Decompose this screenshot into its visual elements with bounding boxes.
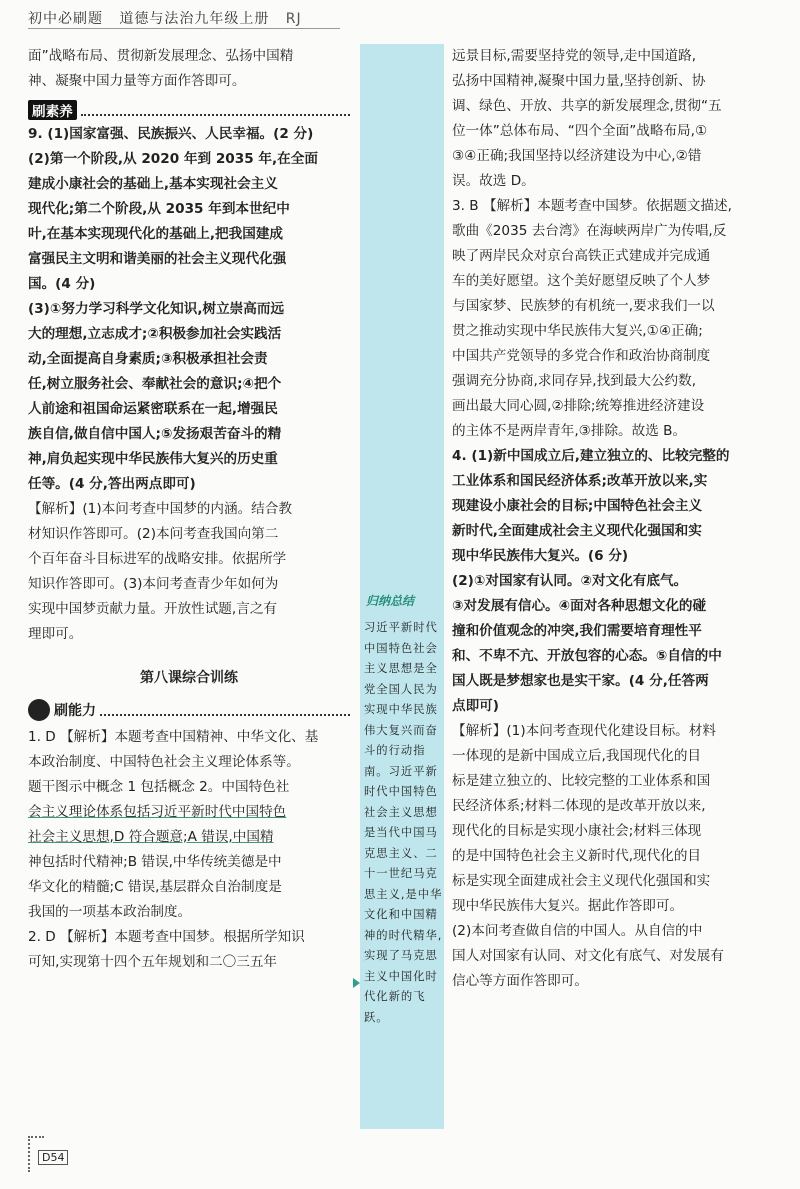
answer-line: 1. D 【解析】本题考查中国精神、中华文化、基 [28, 729, 319, 745]
pointer-arrow-icon [353, 978, 360, 988]
analysis-line: 标是建立独立的、比较完整的工业体系和国 [452, 773, 711, 789]
analysis-line: 信心等方面作答即可。 [452, 973, 588, 989]
answer-line: 华文化的精髓;C 错误,基层群众自治制度是 [28, 879, 282, 895]
answer-line: 与国家梦、民族梦的有机统一,要求我们一以 [452, 298, 715, 314]
book-edition: RJ [285, 11, 302, 27]
answer-line: (2)第一个阶段,从 2020 年到 2035 年,在全面 [28, 151, 318, 167]
question-9 [28, 122, 350, 497]
question-2-continued [452, 44, 782, 194]
sidebar-title: 归纳总结 [366, 594, 415, 608]
answer-line: 歌曲《2035 去台湾》在海峡两岸广为传唱,反 [452, 223, 727, 239]
answer-line: 动,全面提高自身素质;③积极承担社会责 [28, 351, 268, 367]
answer-line: 建成小康社会的基础上,基本实现社会主义 [28, 176, 278, 192]
analysis-line: 现中华民族伟大复兴。据此作答即可。 [452, 898, 684, 914]
analysis-line: 知识作答即可。(3)本问考查青少年如何为 [28, 576, 279, 592]
analysis-9 [28, 497, 350, 647]
answer-line: 和、不卑不亢、开放包容的心态。⑤自信的中 [452, 648, 722, 664]
answer-line: 贯之推动实现中华民族伟大复兴,①④正确; [452, 323, 703, 339]
answer-line: 国人既是梦想家也是实干家。(4 分,任答两 [452, 673, 709, 689]
answer-line: 3. B 【解析】本题考查中国梦。依据题文描述, [452, 198, 732, 214]
section-heading [28, 699, 350, 721]
sidebar-text: 习近平新时代中国特色社会主义思想是全党全国人民为实现中华民族伟大复兴而奋斗的行动指南。习近平新时代中国特色社会主义思想是当代中国马克思主义、二十一世纪马克思主义,是中华文化和中国精神的时代精华,实现了马克思主义中国化时代化新的飞跃。 [364, 621, 443, 1024]
answer-line: 新时代,全面建成社会主义现代化强国和实 [452, 523, 702, 539]
analysis-line: 一体现的是新中国成立后,我国现代化的目 [452, 748, 702, 764]
answer-line: 任,树立服务社会、奉献社会的意识;④把个 [28, 376, 282, 392]
analysis-line: 理即可。 [28, 626, 83, 642]
answer-line: 工业体系和国民经济体系;改革开放以来,实 [452, 473, 708, 489]
answer-line: 撞和价值观念的冲突,我们需要培育理性平 [452, 623, 702, 639]
answer-line: 的主体不是两岸青年,③排除。故选 B。 [452, 423, 687, 439]
answer-line: 族自信,做自信中国人;⑤发扬艰苦奋斗的精 [28, 426, 282, 442]
answer-line: 调、绿色、开放、共享的新发展理念,贯彻“五 [452, 98, 722, 114]
dotted-rule [100, 704, 350, 716]
lesson-title: 第八课综合训练 [140, 670, 238, 686]
analysis-line: 国人对国家有认同、对文化有底气、对发展有 [452, 948, 724, 964]
section-heading [28, 100, 350, 120]
answer-line: 映了两岸民众对京台高铁正式建成并完成通 [452, 248, 711, 264]
pen-icon [28, 699, 50, 721]
analysis-line: 的是中国特色社会主义新时代,现代化的目 [452, 848, 702, 864]
answer-line: 中国共产党领导的多党合作和政治协商制度 [452, 348, 711, 364]
dotted-rule [81, 104, 350, 116]
question-1 [28, 725, 350, 925]
question-2 [28, 925, 350, 975]
answer-line: 任等。(4 分,答出两点即可) [28, 476, 196, 492]
answer-line: 会主义理论体系包括习近平新时代中国特色 [28, 804, 287, 820]
answer-line: 4. (1)新中国成立后,建立独立的、比较完整的 [452, 448, 730, 464]
answer-line: 现中华民族伟大复兴。(6 分) [452, 548, 629, 564]
analysis-line: 民经济体系;材料二体现的是改革开放以来, [452, 798, 706, 814]
book-subject: 道德与法治九年级上册 [119, 11, 270, 27]
analysis-4 [452, 719, 782, 994]
section-label: 刷素养 [28, 100, 77, 120]
analysis-line: 现代化的目标是实现小康社会;材料三体现 [452, 823, 702, 839]
answer-line: 富强民主文明和谐美丽的社会主义现代化强 [28, 251, 287, 267]
summary-sidebar [360, 44, 444, 1129]
answer-line: 位一体”总体布局、“四个全面”战略布局,① [452, 123, 708, 139]
answer-line: 点即可) [452, 698, 499, 714]
answer-line: 题干图示中概念 1 包括概念 2。中国特色社 [28, 779, 290, 795]
answer-line: 国。(4 分) [28, 276, 96, 292]
analysis-line: 材知识作答即可。(2)本问考查我国向第二 [28, 526, 279, 542]
answer-line: (2)①对国家有认同。②对文化有底气。 [452, 573, 688, 589]
answer-line: 社会主义思想,D 符合题意;A 错误,中国精 [28, 829, 274, 845]
answer-line: 2. D 【解析】本题考查中国梦。根据所学知识 [28, 929, 305, 945]
answer-line: 强调充分协商,求同存异,找到最大公约数, [452, 373, 697, 389]
answer-line: 我国的一项基本政治制度。 [28, 904, 192, 920]
answer-line: 现代化;第二个阶段,从 2035 年到本世纪中 [28, 201, 290, 217]
answer-line: 现建设小康社会的目标;中国特色社会主义 [452, 498, 703, 514]
analysis-line: 个百年奋斗目标进军的战略安排。依据所学 [28, 551, 287, 567]
analysis-line: 实现中国梦贡献力量。开放性试题,言之有 [28, 601, 278, 617]
answer-line: 车的美好愿望。这个美好愿望反映了个人梦 [452, 273, 711, 289]
intro-line: 面”战略布局、贯彻新发展理念、弘扬中国精 [28, 48, 294, 64]
analysis-line: 【解析】(1)本问考查现代化建设目标。材料 [452, 723, 716, 739]
answer-line: 远景目标,需要坚持党的领导,走中国道路, [452, 48, 697, 64]
answer-line: 可知,实现第十四个五年规划和二〇三五年 [28, 954, 278, 970]
answer-line: 叶,在基本实现现代化的基础上,把我国建成 [28, 226, 284, 242]
header-divider [28, 28, 340, 29]
analysis-line: 标是实现全面建成社会主义现代化强国和实 [452, 873, 711, 889]
question-4 [452, 444, 782, 719]
answer-line: 误。故选 D。 [452, 173, 535, 189]
answer-line: ③④正确;我国坚持以经济建设为中心,②错 [452, 148, 702, 164]
answer-line: (3)①努力学习科学文化知识,树立崇高而远 [28, 301, 285, 317]
answer-line: 弘扬中国精神,凝聚中国力量,坚持创新、协 [452, 73, 706, 89]
left-column [28, 44, 350, 975]
page-number: D54 [38, 1150, 68, 1165]
analysis-line: 【解析】(1)本问考查中国梦的内涵。结合教 [28, 501, 292, 517]
right-column [452, 44, 782, 994]
answer-line: ③对发展有信心。④面对各种思想文化的碰 [452, 598, 707, 614]
answer-line: 本政治制度、中国特色社会主义理论体系等。 [28, 754, 300, 770]
section-label: 刷能力 [54, 703, 96, 719]
answer-line: 神,肩负起实现中华民族伟大复兴的历史重 [28, 451, 278, 467]
answer-line: 神包括时代精神;B 错误,中华传统美德是中 [28, 854, 282, 870]
answer-line: 9. (1)国家富强、民族振兴、人民幸福。(2 分) [28, 126, 314, 142]
intro-line: 神、凝聚中国力量等方面作答即可。 [28, 73, 246, 89]
answer-line: 大的理想,立志成才;②积极参加社会实践活 [28, 326, 282, 342]
book-title: 初中必刷题 [28, 11, 103, 27]
question-3 [452, 194, 782, 444]
analysis-line: (2)本问考查做自信的中国人。从自信的中 [452, 923, 703, 939]
answer-line: 人前途和祖国命运紧密联系在一起,增强民 [28, 401, 278, 417]
page-header [28, 8, 302, 28]
answer-line: 画出最大同心圆,②排除;统筹推进经济建设 [452, 398, 705, 414]
